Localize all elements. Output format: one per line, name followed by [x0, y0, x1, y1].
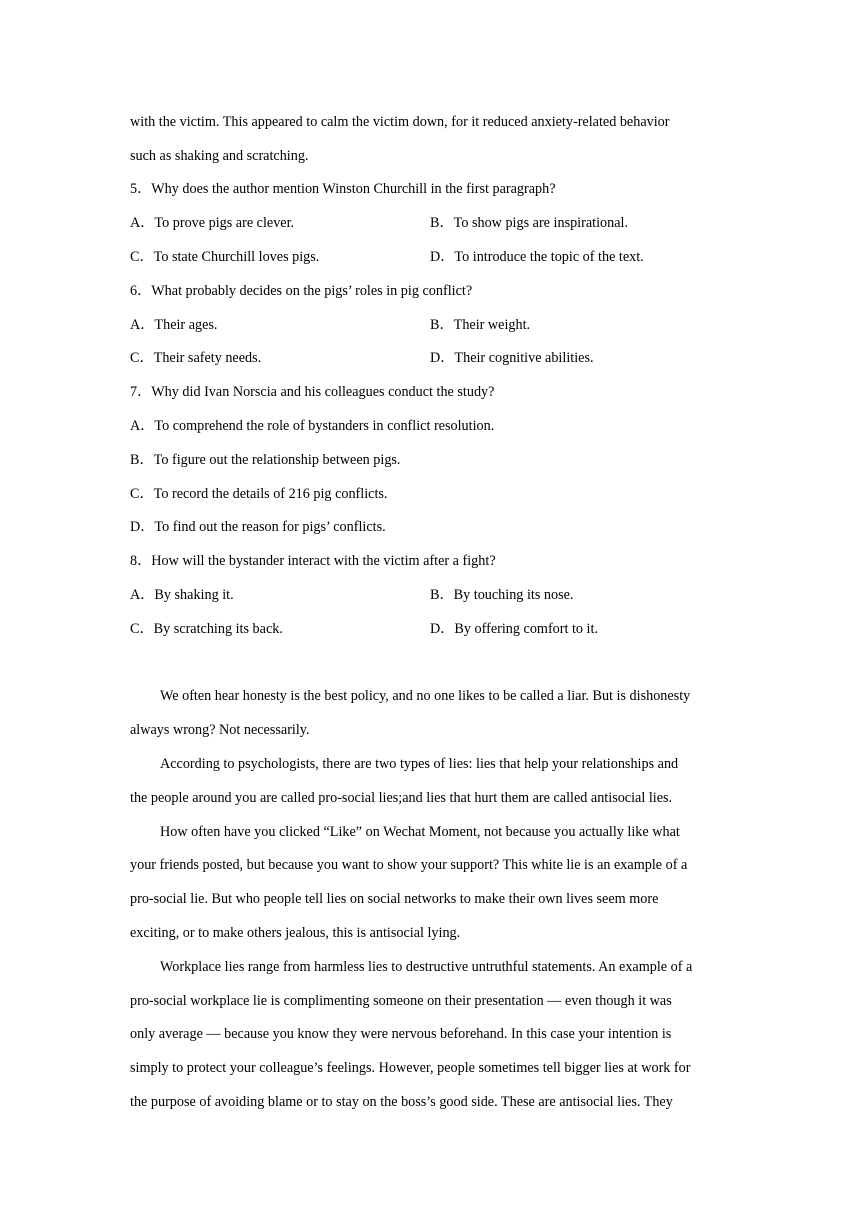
question-6-option-c: C．Their safety needs.	[130, 350, 262, 366]
question-5-option-a: A．To prove pigs are clever.	[130, 215, 295, 231]
continuation-line: such as shaking and scratching.	[130, 148, 309, 164]
question-8-option-d: D．By offering comfort to it.	[430, 621, 598, 637]
passage-line: exciting, or to make others jealous, this is antisocial lying.	[130, 925, 461, 941]
question-7-option-b: B．To figure out the relationship between pigs.	[130, 452, 401, 468]
question-7-option-d: D．To find out the reason for pigs’ conflicts.	[130, 519, 386, 535]
question-7-stem: 7．Why did Ivan Norscia and his colleagues conduct the study?	[130, 384, 495, 400]
passage-line: the purpose of avoiding blame or to stay on the boss’s good side. These are antisocial lies. They	[130, 1094, 673, 1110]
question-6-stem: 6．What probably decides on the pigs’ roles in pig conflict?	[130, 283, 473, 299]
passage-line: pro-social lie. But who people tell lies on social networks to make their own lives seem more	[130, 891, 659, 907]
question-5-option-d: D．To introduce the topic of the text.	[430, 249, 644, 265]
passage-line: How often have you clicked “Like” on Wechat Moment, not because you actually like what	[160, 824, 680, 840]
continuation-line: with the victim. This appeared to calm the victim down, for it reduced anxiety-related behavior	[130, 114, 670, 130]
passage-line: only average — because you know they were nervous beforehand. In this case your intention is	[130, 1026, 672, 1042]
question-6-option-d: D．Their cognitive abilities.	[430, 350, 594, 366]
question-7-option-c: C．To record the details of 216 pig conflicts.	[130, 486, 388, 502]
question-6-option-a: A．Their ages.	[130, 317, 218, 333]
passage-line: your friends posted, but because you want to show your support? This white lie is an example of a	[130, 857, 688, 873]
passage-line: simply to protect your colleague’s feelings. However, people sometimes tell bigger lies at work for	[130, 1060, 691, 1076]
question-8-option-c: C．By scratching its back.	[130, 621, 283, 637]
question-6-option-b: B．Their weight.	[430, 317, 531, 333]
passage-line: We often hear honesty is the best policy, and no one likes to be called a liar. But is dishonesty	[160, 688, 691, 704]
question-8-option-b: B．By touching its nose.	[430, 587, 574, 603]
passage-line: Workplace lies range from harmless lies to destructive untruthful statements. An example of a	[160, 959, 693, 975]
passage-line: pro-social workplace lie is complimenting someone on their presentation — even though it was	[130, 993, 672, 1009]
question-5-stem: 5．Why does the author mention Winston Churchill in the first paragraph?	[130, 181, 556, 197]
passage-line: According to psychologists, there are two types of lies: lies that help your relationships and	[160, 756, 679, 772]
question-5-option-b: B．To show pigs are inspirational.	[430, 215, 629, 231]
passage-line: always wrong? Not necessarily.	[130, 722, 310, 738]
passage-line: the people around you are called pro-social lies;and lies that hurt them are called antisocial lies.	[130, 790, 673, 806]
question-8-option-a: A．By shaking it.	[130, 587, 234, 603]
question-5-option-c: C．To state Churchill loves pigs.	[130, 249, 320, 265]
question-7-option-a: A．To comprehend the role of bystanders in conflict resolution.	[130, 418, 495, 434]
question-8-stem: 8．How will the bystander interact with the victim after a fight?	[130, 553, 496, 569]
